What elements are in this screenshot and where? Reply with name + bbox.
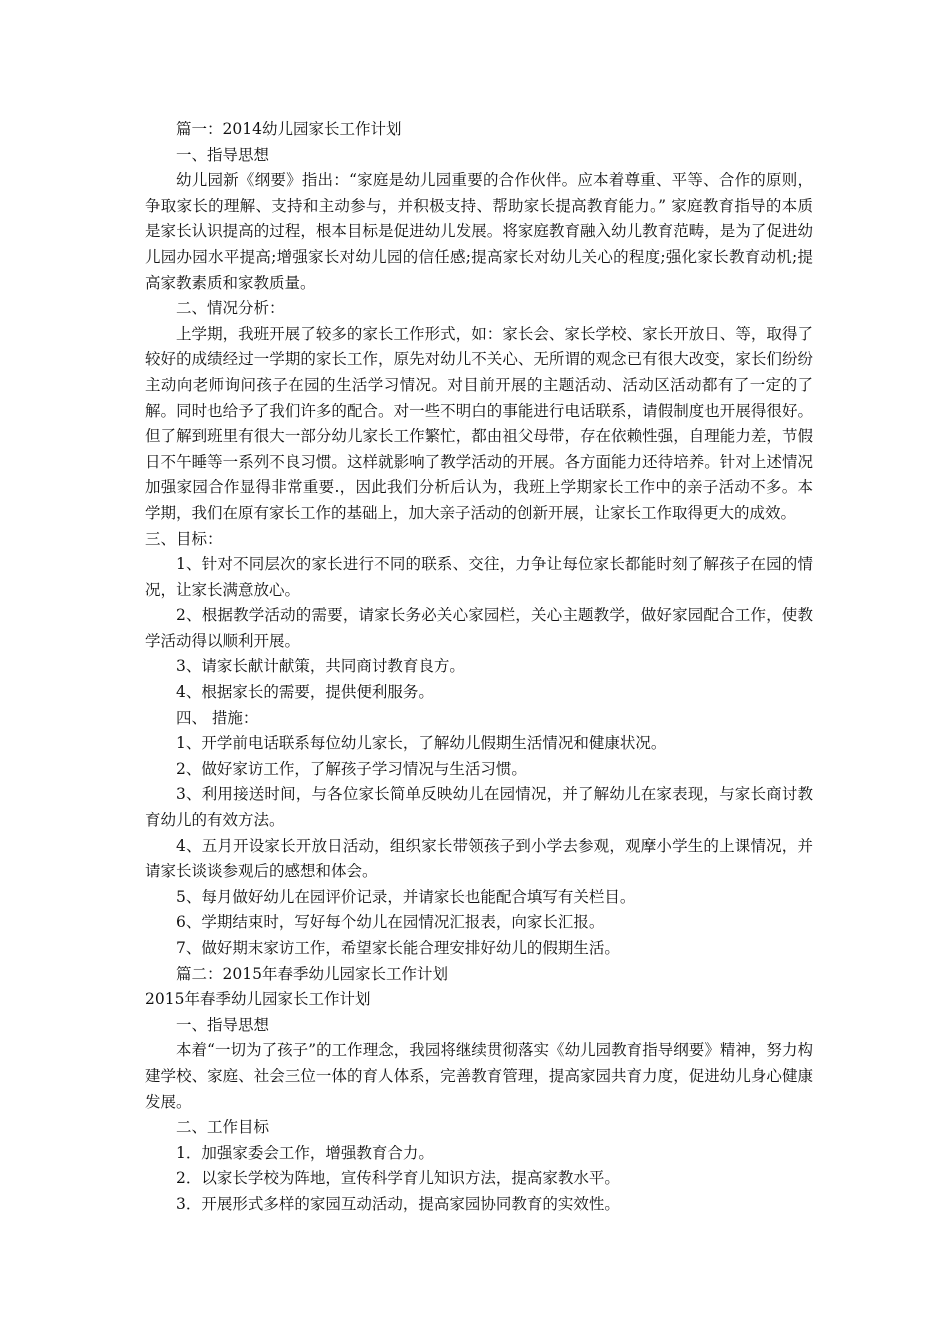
heading-guiding-ideology: 一、指导思想 [176, 145, 270, 164]
work-goal-item-1: 1．加强家委会工作，增强教育合力。 [176, 1143, 434, 1162]
heading-part-two: 篇二：2015年春季幼儿园家长工作计划 [176, 964, 448, 983]
title-part-two: 2015年春季幼儿园家长工作计划 [145, 990, 371, 1009]
paragraph-guiding-ideology-2: 本着“一切为了孩子”的工作理念，我园将继续贯彻落实《幼儿园教育指导纲要》精神，努力构建学校、家庭、社会三位一体的育人体系，完善教育管理，提高家园共育力度，促进幼儿身心健康发展。 [145, 1041, 813, 1111]
document-body [145, 117, 813, 1218]
measure-item-7: 7、做好期末家访工作，希望家长能合理安排好幼儿的假期生活。 [176, 939, 620, 957]
work-goal-item-3: 3．开展形式多样的家园互动活动，提高家园协同教育的实效性。 [176, 1194, 620, 1213]
measure-item-3: 3、利用接送时间，与各位家长简单反映幼儿在园情况，并了解幼儿在家表现，与家长商讨教育幼儿的有效方法。 [145, 785, 813, 830]
measure-item-6: 6、学期结束时，写好每个幼儿在园情况汇报表，向家长汇报。 [176, 913, 605, 932]
paragraph-guiding-ideology: 幼儿园新《纲要》指出：“家庭是幼儿园重要的合作伙伴。应本着尊重、平等、合作的原则，争取家长的理解、支持和主动参与，并积极支持、帮助家长提高教育能力。” 家庭教育指导的本质是家长认识提高的过程，根本目标是促进幼儿发展。将家庭教育融入幼儿教育范畴，是为了促进幼儿园办园水平提高;增强家长对幼儿园的信任感;提高家长对幼儿关心的程度;强化家长教育动机;提高家教素质和家教质量。 [145, 171, 813, 292]
heading-goals: 三、目标： [145, 529, 223, 548]
heading-measures: 四、 措施： [176, 708, 259, 727]
goal-item-4: 4、根据家长的需要，提供便利服务。 [176, 683, 434, 702]
paragraph-situation-analysis: 上学期，我班开展了较多的家长工作形式，如：家长会、家长学校、家长开放日、等，取得了较好的成绩经过一学期的家长工作，原先对幼儿不关心、无所谓的观念已有很大改变，家长们纷纷主动向老师询问孩子在园的生活学习情况。对目前开展的主题活动、活动区活动都有了一定的了解。同时也给予了我们许多的配合。对一些不明白的事能进行电话联系，请假制度也开展得很好。但了解到班里有很大一部分幼儿家长工作繁忙，都由祖父母带，存在依赖性强，自理能力差，节假日不午睡等一系列不良习惯。这样就影响了教学活动的开展。各方面能力还待培养。针对上述情况加强家园合作显得非常重要.，因此我们分析后认为，我班上学期家长工作中的亲子活动不多。本学期，我们在原有家长工作的基础上，加大亲子活动的创新开展，让家长工作取得更大的成效。 [145, 324, 813, 522]
measure-item-2: 2、做好家访工作，了解孩子学习情况与生活习惯。 [176, 759, 527, 778]
measure-item-4: 4、五月开设家长开放日活动，组织家长带领孩子到小学去参观，观摩小学生的上课情况，并请家长谈谈参观后的感想和体会。 [145, 836, 813, 881]
heading-work-goals: 二、工作目标 [176, 1118, 270, 1137]
goal-item-1: 1、针对不同层次的家长进行不同的联系、交往，力争让每位家长都能时刻了解孩子在园的情况，让家长满意放心。 [145, 555, 813, 599]
heading-guiding-ideology-2: 一、指导思想 [176, 1015, 270, 1034]
work-goal-item-2: 2．以家长学校为阵地，宣传科学育儿知识方法，提高家教水平。 [176, 1169, 620, 1188]
goal-item-3: 3、请家长献计献策，共同商讨教育良方。 [176, 657, 465, 676]
measure-item-5: 5、每月做好幼儿在园评价记录，并请家长也能配合填写有关栏目。 [176, 887, 636, 906]
heading-situation-analysis: 二、情况分析： [176, 299, 285, 318]
goal-item-2: 2、根据教学活动的需要，请家长务必关心家园栏，关心主题教学，做好家园配合工作，使教学活动得以顺利开展。 [145, 606, 813, 650]
measure-item-1: 1、开学前电话联系每位幼儿家长，了解幼儿假期生活情况和健康状况。 [176, 734, 667, 753]
heading-part-one: 篇一：2014幼儿园家长工作计划 [176, 120, 402, 138]
